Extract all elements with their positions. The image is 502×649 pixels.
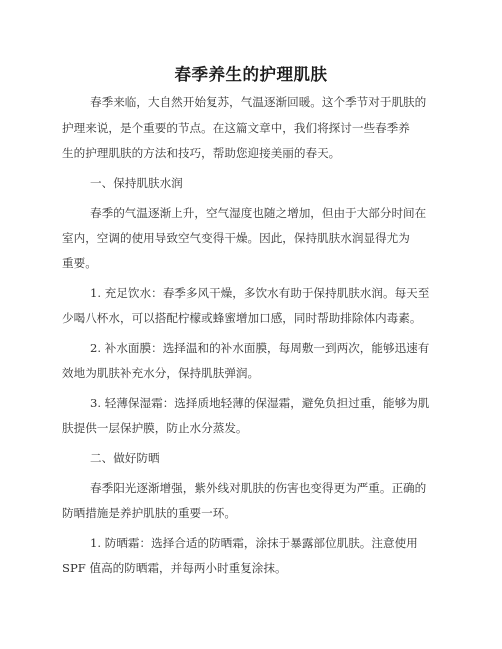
section1-para-line-3: 重要。 — [62, 256, 97, 270]
section2-item-1-line-1: 1. 防晒霜：选择合适的防晒霜，涂抹于暴露部位肌肤。注意使用 — [90, 536, 418, 550]
section1-para-line-1: 春季的气温逐渐上升，空气湿度也随之增加，但由于大部分时间在 — [90, 206, 427, 220]
section-heading-1: 一、保持肌肤水润 — [90, 176, 183, 190]
item-3-line-2: 肤提供一层保护膜，防止水分蒸发。 — [62, 421, 248, 435]
item-1-line-2: 少喝八杯水，可以搭配柠檬或蜂蜜增加口感，同时帮助排除体内毒素。 — [62, 311, 422, 325]
intro-line-2: 护理来说，是个重要的节点。在这篇文章中，我们将探讨一些春季养 — [62, 121, 410, 135]
item-2-line-1: 2. 补水面膜：选择温和的补水面膜，每周敷一到两次，能够迅速有 — [90, 341, 430, 355]
item-3-line-1: 3. 轻薄保湿霜：选择质地轻薄的保湿霜，避免负担过重，能够为肌 — [90, 396, 430, 410]
item-2-line-2: 效地为肌肤补充水分，保持肌肤弹润。 — [62, 366, 260, 380]
intro-line-1: 春季来临，大自然开始复苏，气温逐渐回暖。这个季节对于肌肤的 — [90, 95, 427, 109]
section2-item-1-line-2: SPF 值高的防晒霜，并每两小时重复涂抹。 — [62, 561, 287, 575]
section2-para-line-1: 春季阳光逐渐增强，紫外线对肌肤的伤害也变得更为严重。正确的 — [90, 481, 427, 495]
page-title: 春季养生的护理肌肤 — [174, 65, 328, 84]
section-heading-2: 二、做好防晒 — [90, 451, 160, 465]
section1-para-line-2: 室内，空调的使用导致空气变得干燥。因此，保持肌肤水润显得尤为 — [62, 231, 410, 245]
intro-line-3: 生的护理肌肤的方法和技巧，帮助您迎接美丽的春天。 — [62, 146, 341, 160]
item-1-line-1: 1. 充足饮水：春季多风干燥，多饮水有助于保持肌肤水润。每天至 — [90, 286, 430, 300]
section2-para-line-2: 防晒措施是养护肌肤的重要一环。 — [62, 506, 236, 520]
